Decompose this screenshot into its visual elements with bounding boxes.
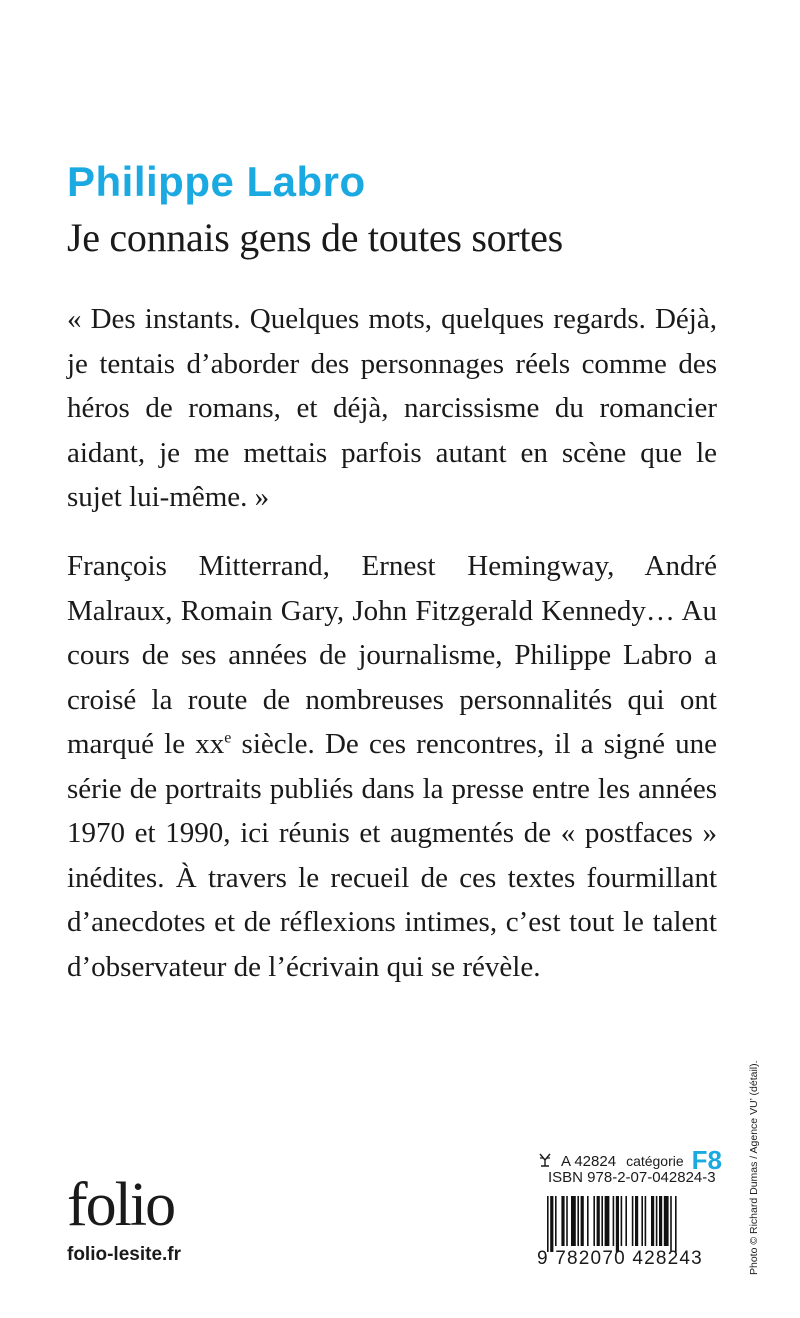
barcode-bar	[555, 1196, 557, 1246]
book-title: Je connais gens de toutes sortes	[67, 215, 563, 260]
photo-credit: Photo © Richard Dumas / Agence VU’ (détail).	[748, 1060, 760, 1275]
folio-logo: folio	[67, 1171, 175, 1239]
cover-quote: « Des instants. Quelques mots, quelques regards. Déjà, je tentais d’aborder des personnages réels comme des héros de romans, et déjà, narcissisme du romancier aidant, je me mettais parfois autant en scène que le sujet lui-même. »	[67, 303, 717, 513]
barcode-bar	[613, 1196, 615, 1246]
barcode-bar	[547, 1196, 549, 1252]
barcode-bar	[621, 1196, 623, 1246]
barcode-bar	[641, 1196, 643, 1246]
category-code: F8	[691, 1145, 722, 1175]
category-label: catégorie	[626, 1153, 684, 1169]
barcode-bar	[645, 1196, 647, 1246]
barcode-bar	[597, 1196, 600, 1246]
summary-superscript: e	[224, 729, 232, 747]
barcode-bar	[635, 1196, 638, 1246]
summary-text-part-1: François Mitterrand, Ernest Hemingway, André Malraux, Romain Gary, John Fitzgerald Kennedy… Au cours de ses années de journalisme, Philippe Labro a croisé la route de nombreuses personnalités qui ont marqué le xx	[67, 550, 717, 760]
barcode-bar	[616, 1196, 619, 1252]
barcode-bar	[664, 1196, 669, 1246]
barcode-bar	[670, 1196, 672, 1252]
summary-text-part-2: siècle. De ces rencontres, il a signé une série de portraits publiés dans la presse entre les années 1970 et 1990, ici réunis et augmentés de « postfaces » inédites. À travers le recueil de ces textes fourmillant d’anecdotes et de réflexions intimes, c’est tout le talent d’observateur de l’écrivain qui se révèle.	[67, 728, 717, 983]
barcode-bar	[601, 1196, 603, 1246]
barcode-bar	[566, 1196, 568, 1246]
barcode-bar	[656, 1196, 658, 1246]
barcode-bar	[675, 1196, 677, 1252]
barcode-digits: 9 782070 428243	[537, 1248, 703, 1269]
barcode-bar	[587, 1196, 589, 1246]
barcode-bar	[581, 1196, 584, 1246]
barcode-bars	[547, 1196, 727, 1252]
barcode-bar	[593, 1196, 595, 1246]
isbn: ISBN 978-2-07-042824-3	[548, 1169, 716, 1186]
barcode	[537, 1196, 733, 1278]
barcode-bar	[625, 1196, 627, 1246]
barcode-bar	[550, 1196, 553, 1252]
barcode-bar	[561, 1196, 564, 1246]
publisher-website: folio-lesite.fr	[67, 1244, 182, 1265]
barcode-bar	[651, 1196, 654, 1246]
barcode-bar	[571, 1196, 576, 1246]
barcode-bar	[605, 1196, 610, 1246]
book-summary	[67, 544, 717, 989]
barcode-bar	[659, 1196, 662, 1246]
recycle-icon	[537, 1152, 553, 1168]
barcode-bar	[632, 1196, 634, 1246]
barcode-bar	[577, 1196, 579, 1246]
author-name: Philippe Labro	[67, 158, 366, 205]
catalog-reference: A 42824	[561, 1153, 617, 1170]
